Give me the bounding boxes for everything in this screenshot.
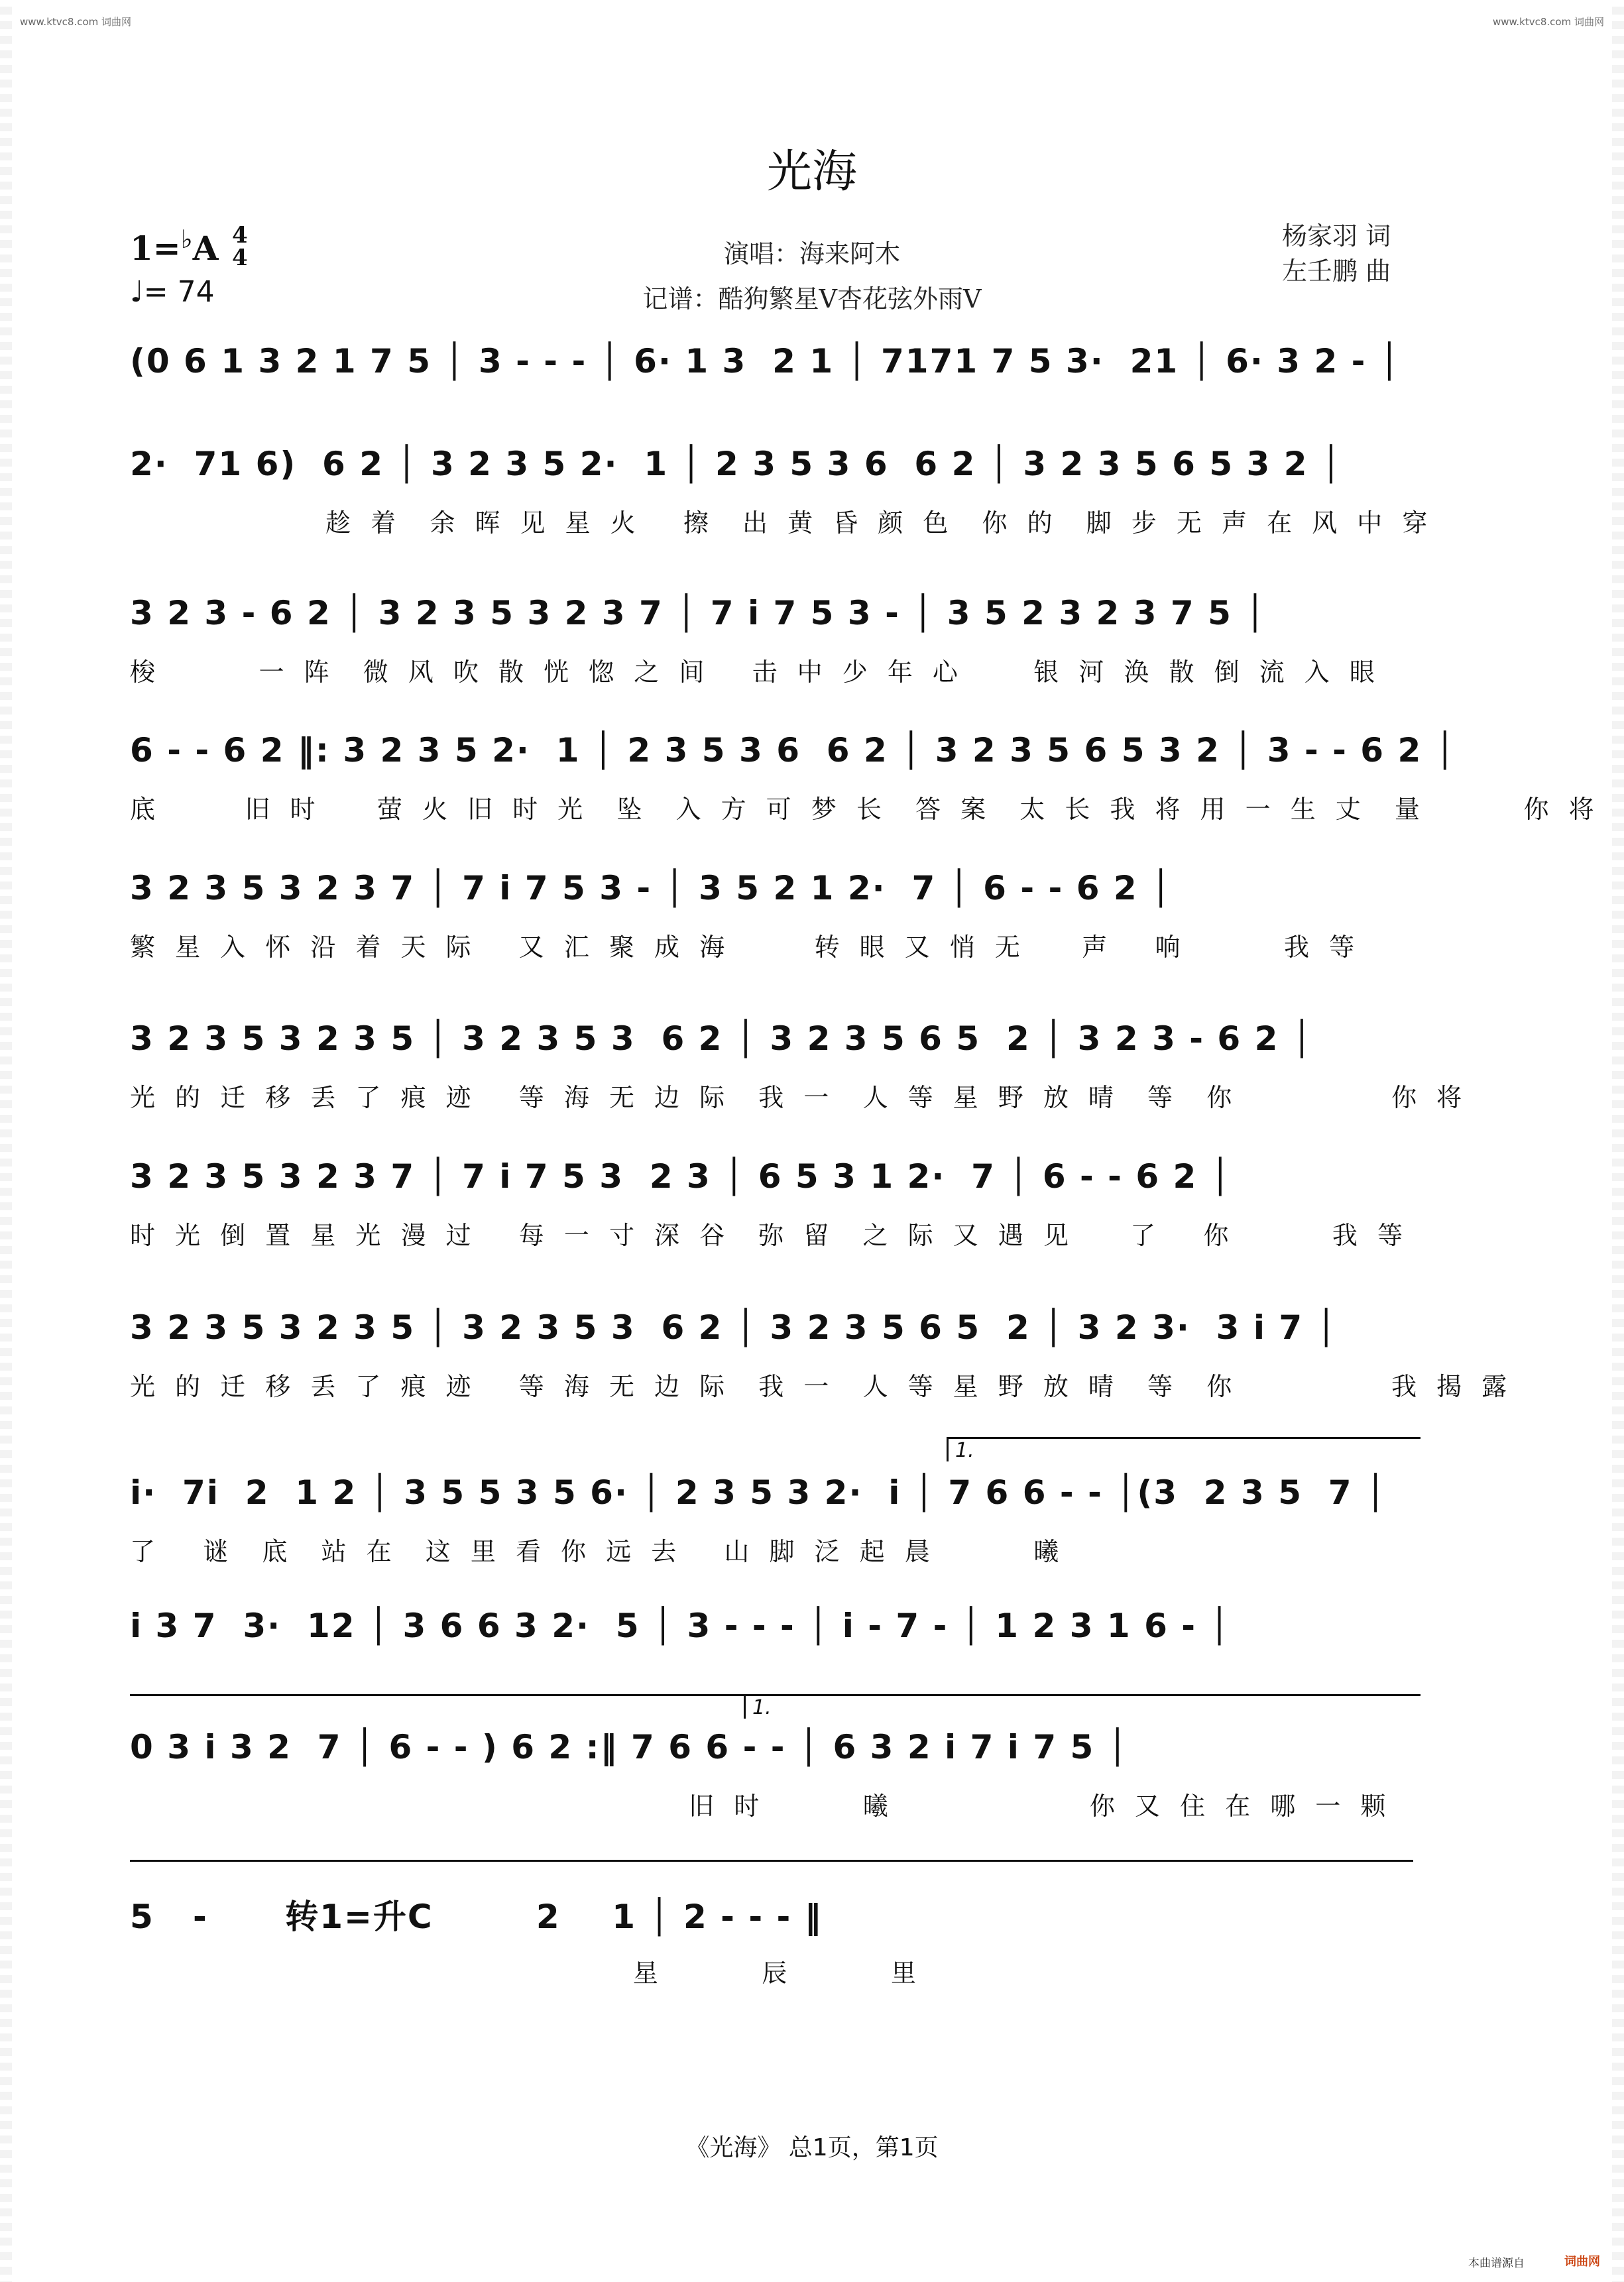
notation-row: 3 2 3 5 3 2 3 7 │ 7 i 7 5 3 2 3 │ 6 5 3 1 2· 7 │ 6 - - 6 2 │: [130, 1157, 1232, 1196]
page-title: 光海: [766, 146, 857, 198]
volta-label: 1.: [955, 1439, 974, 1462]
notation-row: 3 2 3 - 6 2 │ 3 2 3 5 3 2 3 7 │ 7 i 7 5 3 - │ 3 5 2 3 2 3 7 5 │: [130, 594, 1267, 632]
lyrics-row: 光 的 迁 移 丢 了 痕 迹 等 海 无 边 际 我 一 人 等 星 野 放 晴 等 你 我 揭 露: [130, 1372, 1513, 1401]
singer-credit: 演唱：海来阿木: [723, 239, 900, 268]
site-header-left[interactable]: www.ktvc8.com 词曲网: [20, 16, 132, 28]
volta-bracket-1: [947, 1437, 1421, 1461]
site-header-right[interactable]: www.ktvc8.com 词曲网: [1492, 16, 1604, 28]
volta-label: 1.: [752, 1696, 772, 1719]
lyrics-row: 时 光 倒 置 星 光 漫 过 每 一 寸 深 谷 弥 留 之 际 又 遇 见 了 你 我 等: [130, 1221, 1409, 1250]
notation-row: 5 - 转1=升C 2 1 │ 2 - - - ‖: [130, 1898, 823, 1936]
left-border-strip: [0, 0, 12, 2282]
lyrics-row: 了 谜 底 站 在 这 里 看 你 远 去 山 脚 泛 起 晨 曦: [130, 1537, 1065, 1566]
lyrics-row: 底 旧 时 萤 火 旧 时 光 坠 入 方 可 梦 长 答 案 太 长 我 将 用 一 生 丈 量 你 将: [130, 795, 1600, 824]
notation-row: 3 2 3 5 3 2 3 7 │ 7 i 7 5 3 - │ 3 5 2 1 2· 7 │ 6 - - 6 2 │: [130, 869, 1173, 907]
lyrics-row: 繁 星 入 怀 沿 着 天 际 又 汇 聚 成 海 转 眼 又 悄 无 声 响 我 等: [130, 933, 1361, 962]
lyricist-credit: 杨家羽 词: [1282, 221, 1391, 251]
key-note: A: [192, 229, 219, 268]
lyrics-row: 旧 时 曦 你 又 住 在 哪 一 颗: [130, 1792, 1392, 1821]
notation-row: 0 3 i 3 2 7 │ 6 - - ) 6 2 :‖ 7 6 6 - - │ 6 3 2 i 7 i 7 5 │: [130, 1728, 1129, 1766]
notation-row: i 3 7 3· 12 │ 3 6 6 3 2· 5 │ 3 - - - │ i - 7 - │ 1 2 3 1 6 - │: [130, 1607, 1231, 1645]
transcriber-credit: 记谱：酷狗繁星V杏花弦外雨V: [642, 284, 982, 314]
lyrics-row: 趁 着 余 晖 见 星 火 擦 出 黄 昏 颜 色 你 的 脚 步 无 声 在 风 中 穿: [130, 508, 1434, 538]
composer-credit: 左壬鹏 曲: [1282, 257, 1391, 286]
notation-row: i· 7i 2 1 2 │ 3 5 5 3 5 6· │ 2 3 5 3 2· i │ 7 6 6 - - │(3 2 3 5 7 │: [130, 1473, 1387, 1512]
source-badge[interactable]: 本曲谱源自: [1468, 2257, 1525, 2270]
flat-icon: ♭: [180, 224, 193, 254]
right-border-strip: [1612, 0, 1624, 2282]
notation-row: 6 - - 6 2 ‖: 3 2 3 5 2· 1 │ 2 3 5 3 6 6 2 │ 3 2 3 5 6 5 3 2 │ 3 - - 6 2 │: [130, 731, 1456, 770]
notation-row: 3 2 3 5 3 2 3 5 │ 3 2 3 5 3 6 2 │ 3 2 3 5 6 5 2 │ 3 2 3· 3 i 7 │: [130, 1308, 1338, 1347]
page-footer: 《光海》 总1页，第1页: [685, 2134, 939, 2161]
lyrics-row: 星 辰 里: [130, 1959, 922, 1988]
notation-row: 2· 71 6) 6 2 │ 3 2 3 5 2· 1 │ 2 3 5 3 6 6 2 │ 3 2 3 5 6 5 3 2 │: [130, 445, 1343, 483]
lyrics-row: [130, 400, 1420, 437]
lyrics-row: 光 的 迁 移 丢 了 痕 迹 等 海 无 边 际 我 一 人 等 星 野 放 晴 等 你 你 将: [130, 1083, 1468, 1112]
bracket-line: [130, 1860, 1413, 1862]
time-denominator: 4: [232, 245, 248, 271]
volta-bracket-2: [744, 1694, 1421, 1719]
time-numerator: 4: [232, 222, 248, 249]
site-logo[interactable]: 词曲网: [1564, 2255, 1600, 2269]
lyrics-row: 梭 一 阵 微 风 吹 散 恍 惚 之 间 击 中 少 年 心 银 河 涣 散 倒 流 入 眼: [130, 657, 1381, 687]
tempo-marking: ♩= 74: [130, 275, 215, 309]
key-prefix: 1=: [130, 229, 181, 268]
notation-row: (0 6 1 3 2 1 7 5 │ 3 - - - │ 6· 1 3 2 1 │ 7171 7 5 3· 21 │ 6· 3 2 - │: [130, 342, 1401, 380]
notation-row: 3 2 3 5 3 2 3 5 │ 3 2 3 5 3 6 2 │ 3 2 3 5 6 5 2 │ 3 2 3 - 6 2 │: [130, 1019, 1313, 1058]
